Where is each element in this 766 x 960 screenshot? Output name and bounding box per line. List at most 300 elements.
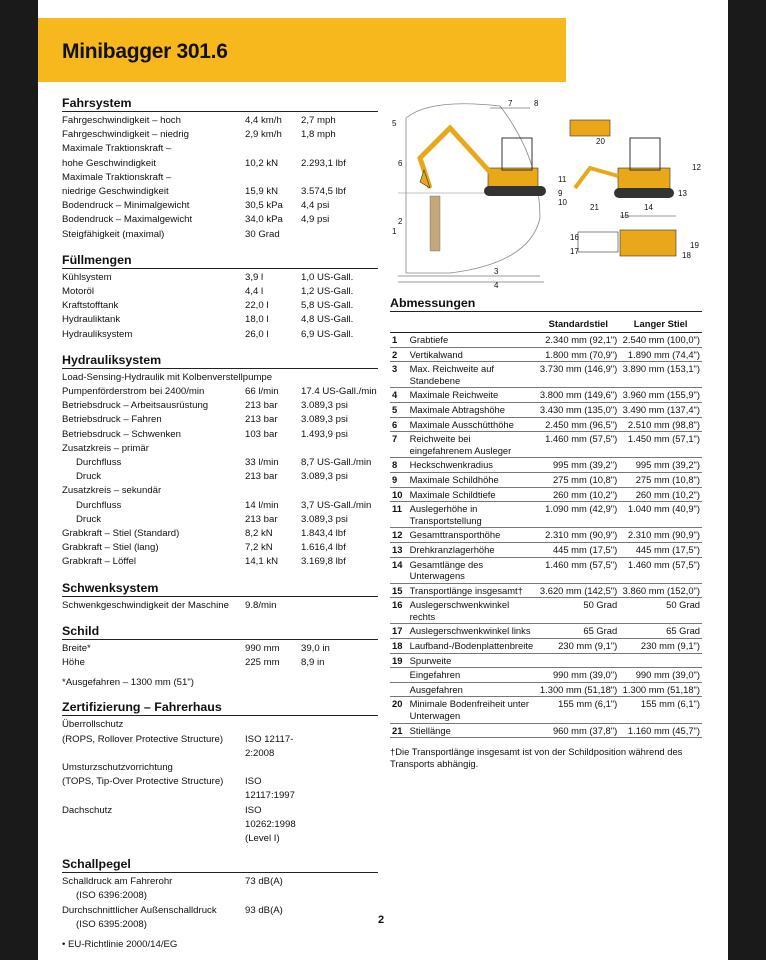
row-number: 11 bbox=[390, 502, 408, 528]
value-standard: 1.090 mm (42,9") bbox=[537, 502, 619, 528]
value-standard: 995 mm (39,2") bbox=[537, 458, 619, 473]
value-lang: 50 Grad bbox=[619, 598, 702, 624]
spec-rows bbox=[62, 875, 378, 932]
spec-value-imperial: 3.089,3 psi bbox=[301, 471, 348, 483]
callout-3: 3 bbox=[494, 267, 499, 276]
spec-value-metric: 10,2 kN bbox=[245, 157, 279, 169]
section-title: Abmessungen bbox=[390, 296, 702, 312]
spec-row bbox=[62, 918, 378, 932]
schall-note: • EU-Richtlinie 2000/14/EG bbox=[62, 938, 178, 950]
spec-row bbox=[62, 185, 378, 199]
spec-label: Druck bbox=[76, 513, 102, 525]
spec-row bbox=[62, 555, 378, 569]
spec-value-imperial bbox=[301, 918, 378, 932]
row-number: 1 bbox=[390, 333, 408, 348]
row-label: Stiellänge bbox=[408, 723, 538, 738]
table-row bbox=[390, 598, 702, 624]
value-lang bbox=[619, 653, 702, 668]
value-lang: 275 mm (10,8") bbox=[619, 472, 702, 487]
spec-value-metric: ISO 12117:1997 bbox=[245, 776, 295, 802]
table-row bbox=[390, 624, 702, 639]
spec-row bbox=[62, 299, 378, 313]
spec-row bbox=[62, 271, 378, 285]
spec-row bbox=[62, 157, 378, 171]
spec-row bbox=[62, 804, 378, 847]
table-row bbox=[390, 333, 702, 348]
spec-label: Betriebsdruck – Arbeitsausrüstung bbox=[62, 400, 209, 412]
spec-label: Fahrgeschwindigkeit – hoch bbox=[62, 115, 181, 126]
callout-17: 17 bbox=[570, 247, 579, 256]
spec-row bbox=[62, 442, 378, 456]
row-number: 8 bbox=[390, 458, 408, 473]
table-row bbox=[390, 347, 702, 362]
spec-row bbox=[62, 527, 378, 541]
table-row bbox=[390, 697, 702, 723]
section-schallpegel bbox=[62, 857, 378, 951]
spec-value-imperial: 3.169,8 lbf bbox=[301, 556, 346, 568]
section-title: Schallpegel bbox=[62, 857, 378, 873]
spec-row bbox=[62, 733, 378, 761]
dimension-diagram bbox=[390, 98, 708, 288]
table-row bbox=[390, 682, 702, 697]
value-lang: 1.300 mm (51,18") bbox=[619, 682, 702, 697]
table-row bbox=[390, 542, 702, 557]
value-lang: 3.890 mm (153,1") bbox=[619, 362, 702, 388]
spec-label: Betriebsdruck – Fahren bbox=[62, 414, 162, 426]
spec-row bbox=[62, 761, 378, 775]
section-fahrsystem bbox=[62, 96, 378, 242]
spec-value-metric: 225 mm bbox=[245, 657, 280, 669]
spec-label: Betriebsdruck – Schwenken bbox=[62, 428, 181, 440]
dimensions-body bbox=[390, 333, 702, 738]
callout-2: 2 bbox=[398, 217, 403, 226]
row-label: Maximale Schildtiefe bbox=[408, 487, 538, 502]
boom-arm bbox=[420, 128, 490, 188]
spec-row bbox=[62, 718, 378, 732]
spec-value-metric: 4,4 l bbox=[245, 286, 264, 298]
spec-value-metric bbox=[245, 918, 301, 932]
spec-value-metric bbox=[245, 718, 301, 732]
spec-label: (ISO 6395:2008) bbox=[76, 918, 147, 930]
spec-value-imperial bbox=[301, 733, 378, 761]
table-row bbox=[390, 723, 702, 738]
row-number: 16 bbox=[390, 598, 408, 624]
row-label: Vertikalwand bbox=[408, 347, 538, 362]
value-standard: 65 Grad bbox=[537, 624, 619, 639]
spec-row bbox=[62, 875, 378, 889]
spec-label: Durchschnittlicher Außenschalldruck bbox=[62, 904, 217, 916]
spec-label: (ISO 6396:2008) bbox=[76, 890, 147, 902]
spec-value-imperial: 2.293,1 lbf bbox=[301, 157, 346, 169]
value-standard: 2.450 mm (96,5") bbox=[537, 417, 619, 432]
spec-label: Breite* bbox=[62, 642, 91, 654]
value-standard: 990 mm (39,0") bbox=[537, 668, 619, 683]
callout-9: 9 bbox=[558, 189, 563, 198]
spec-row bbox=[62, 642, 378, 656]
value-standard bbox=[537, 653, 619, 668]
section-title: Fahrsystem bbox=[62, 96, 378, 112]
value-lang: 2.310 mm (90,9") bbox=[619, 528, 702, 543]
spec-rows bbox=[62, 642, 378, 670]
value-standard: 3.620 mm (142,5") bbox=[537, 583, 619, 598]
row-number: 2 bbox=[390, 347, 408, 362]
callout-15: 15 bbox=[620, 211, 629, 220]
spec-value-metric: 18,0 l bbox=[245, 314, 269, 326]
spec-value-imperial: 8,7 US-Gall./min bbox=[301, 457, 372, 469]
spec-row bbox=[62, 114, 378, 128]
spec-value-metric bbox=[245, 142, 301, 156]
value-standard: 3.430 mm (135,0") bbox=[537, 402, 619, 417]
row-number: 5 bbox=[390, 402, 408, 417]
spec-value-metric bbox=[245, 171, 301, 185]
row-number: 20 bbox=[390, 697, 408, 723]
side-view-boom bbox=[575, 168, 618, 188]
row-number: 6 bbox=[390, 417, 408, 432]
spec-label: Steigfähigkeit (maximal) bbox=[62, 228, 165, 240]
spec-value-metric: 213 bar bbox=[245, 513, 278, 525]
spec-label: Hydrauliksystem bbox=[62, 328, 133, 340]
value-lang: 1.160 mm (45,7") bbox=[619, 723, 702, 738]
excavator-drawing bbox=[390, 98, 708, 288]
value-lang: 990 mm (39,0") bbox=[619, 668, 702, 683]
spec-row bbox=[62, 328, 378, 342]
spec-label: Hydrauliktank bbox=[62, 314, 121, 326]
callout-1: 1 bbox=[392, 227, 397, 236]
value-lang: 445 mm (17,5") bbox=[619, 542, 702, 557]
spec-row bbox=[62, 541, 378, 555]
table-row bbox=[390, 557, 702, 583]
spec-value-metric: 33 l/min bbox=[245, 457, 279, 469]
value-lang: 260 mm (10,2") bbox=[619, 487, 702, 502]
row-label: Auslegerschwenkwinkel links bbox=[408, 624, 538, 639]
spec-label: niedrige Geschwindigkeit bbox=[62, 186, 169, 198]
spec-label: Kraftstofftank bbox=[62, 300, 119, 312]
schild-note: *Ausgefahren – 1300 mm (51") bbox=[62, 677, 194, 689]
spec-value-imperial: 1,0 US-Gall. bbox=[301, 271, 354, 283]
value-standard: 445 mm (17,5") bbox=[537, 542, 619, 557]
spec-row bbox=[62, 428, 378, 442]
table-row bbox=[390, 458, 702, 473]
spec-value-metric: 103 bar bbox=[245, 428, 278, 440]
spec-value-imperial bbox=[301, 599, 378, 613]
spec-label: Kühlsystem bbox=[62, 271, 112, 283]
left-column bbox=[62, 96, 378, 960]
row-number: 9 bbox=[390, 472, 408, 487]
spec-label: Druck bbox=[76, 471, 102, 483]
row-label: Ausgefahren bbox=[408, 682, 538, 697]
side-view-track bbox=[614, 188, 674, 198]
spec-rows bbox=[62, 599, 378, 613]
value-lang: 230 mm (9,1") bbox=[619, 639, 702, 654]
dimensions-table bbox=[390, 314, 702, 738]
callout-5: 5 bbox=[392, 119, 397, 128]
value-standard: 2.310 mm (90,9") bbox=[537, 528, 619, 543]
table-header-row bbox=[390, 314, 702, 333]
section-title: Zertifizierung – Fahrerhaus bbox=[62, 700, 378, 716]
spec-value-imperial: 4,4 psi bbox=[301, 200, 330, 212]
row-number: 15 bbox=[390, 583, 408, 598]
spec-label: Umsturzschutzvorrichtung bbox=[62, 761, 173, 773]
row-label: Grabtiefe bbox=[408, 333, 538, 348]
spec-value-metric: 15,9 kN bbox=[245, 186, 279, 198]
spec-page bbox=[38, 0, 728, 960]
spec-label: Bodendruck – Maximalgewicht bbox=[62, 214, 193, 226]
spec-value-metric: 14 l/min bbox=[245, 499, 279, 511]
row-label: Spurweite bbox=[408, 653, 538, 668]
spec-value-metric bbox=[245, 761, 301, 775]
top-view-arm bbox=[578, 232, 618, 252]
row-label: Heckschwenkradius bbox=[408, 458, 538, 473]
value-standard: 1.460 mm (57,5") bbox=[537, 432, 619, 458]
spec-value-metric: 3,9 l bbox=[245, 271, 264, 283]
dig-wall bbox=[430, 196, 440, 251]
table-row bbox=[390, 388, 702, 403]
spec-row bbox=[62, 228, 378, 242]
table-row bbox=[390, 583, 702, 598]
table-row bbox=[390, 417, 702, 432]
spec-value-metric: ISO 12117-2:2008 bbox=[245, 733, 294, 759]
spec-label: Schalldruck am Fahrerohr bbox=[62, 876, 173, 888]
spec-value-metric: 990 mm bbox=[245, 642, 280, 654]
section-schild bbox=[62, 624, 378, 689]
spec-label: hohe Geschwindigkeit bbox=[62, 157, 156, 169]
value-lang: 3.860 mm (152,0") bbox=[619, 583, 702, 598]
spec-row bbox=[62, 499, 378, 513]
spec-row bbox=[62, 484, 378, 498]
value-standard: 3.730 mm (146,9") bbox=[537, 362, 619, 388]
spec-value-imperial: 3.574,5 lbf bbox=[301, 186, 346, 198]
row-label: Gesamtlänge des Unterwagens bbox=[408, 557, 538, 583]
spec-row bbox=[62, 371, 378, 385]
value-lang: 3.490 mm (137,4") bbox=[619, 402, 702, 417]
row-number: 4 bbox=[390, 388, 408, 403]
spec-row bbox=[62, 889, 378, 903]
spec-row bbox=[62, 904, 378, 918]
callout-7: 7 bbox=[508, 99, 513, 108]
spec-row bbox=[62, 171, 378, 185]
spec-value-metric: 2,9 km/h bbox=[245, 129, 282, 141]
section-schwenk bbox=[62, 581, 378, 613]
callout-19: 19 bbox=[690, 241, 699, 250]
spec-value-metric bbox=[245, 484, 301, 498]
spec-value-imperial: 3.089,3 psi bbox=[301, 400, 348, 412]
value-lang: 65 Grad bbox=[619, 624, 702, 639]
spec-value-imperial: 1,8 mph bbox=[301, 129, 336, 141]
row-number: 12 bbox=[390, 528, 408, 543]
spec-value-imperial bbox=[301, 171, 378, 185]
column-header-standard: Standardstiel bbox=[537, 314, 619, 333]
value-standard: 3.800 mm (149,6") bbox=[537, 388, 619, 403]
row-label: Maximale Ausschütthöhe bbox=[408, 417, 538, 432]
value-lang: 1.450 mm (57,1") bbox=[619, 432, 702, 458]
spec-label: Grabkraft – Löffel bbox=[62, 556, 136, 568]
value-standard: 1.460 mm (57,5") bbox=[537, 557, 619, 583]
callout-4: 4 bbox=[494, 281, 499, 288]
spec-label: Maximale Traktionskraft – bbox=[62, 143, 172, 155]
spec-value-imperial: 4,9 psi bbox=[301, 214, 330, 226]
spec-label: Motoröl bbox=[62, 286, 94, 298]
spec-value-metric: 213 bar bbox=[245, 400, 278, 412]
spec-rows bbox=[62, 385, 378, 570]
page-title: Minibagger 301.6 bbox=[62, 40, 228, 63]
value-lang: 995 mm (39,2") bbox=[619, 458, 702, 473]
spec-row bbox=[62, 385, 378, 399]
row-number: 10 bbox=[390, 487, 408, 502]
table-row bbox=[390, 472, 702, 487]
spec-row bbox=[62, 599, 378, 613]
row-number: 21 bbox=[390, 723, 408, 738]
table-row bbox=[390, 639, 702, 654]
value-standard: 230 mm (9,1") bbox=[537, 639, 619, 654]
spec-row bbox=[62, 128, 378, 142]
spec-value-metric: 14,1 kN bbox=[245, 556, 279, 568]
value-lang: 1.890 mm (74,4") bbox=[619, 347, 702, 362]
value-standard: 2.340 mm (92,1") bbox=[537, 333, 619, 348]
spec-value-imperial: 1.843,4 lbf bbox=[301, 528, 346, 540]
row-label: Max. Reichweite auf Standebene bbox=[408, 362, 538, 388]
spec-value-imperial: 6,9 US-Gall. bbox=[301, 328, 354, 340]
callout-20: 20 bbox=[596, 137, 605, 146]
value-standard: 260 mm (10,2") bbox=[537, 487, 619, 502]
value-standard: 960 mm (37,8") bbox=[537, 723, 619, 738]
callout-13: 13 bbox=[678, 189, 687, 198]
section-fuellmengen bbox=[62, 253, 378, 342]
spec-value-metric bbox=[245, 442, 301, 456]
spec-value-metric: 7,2 kN bbox=[245, 542, 273, 554]
spec-value-imperial: 17.4 US-Gall./min bbox=[301, 386, 377, 398]
spec-value-imperial bbox=[301, 775, 378, 803]
table-header-blank bbox=[390, 314, 537, 333]
spec-value-metric: 9.8/min bbox=[245, 599, 277, 611]
spec-value-metric: 34,0 kPa bbox=[245, 214, 283, 226]
callout-16: 16 bbox=[570, 233, 579, 242]
row-number bbox=[390, 682, 408, 697]
spec-rows bbox=[62, 718, 378, 846]
spec-value-metric bbox=[245, 889, 301, 903]
value-standard: 50 Grad bbox=[537, 598, 619, 624]
row-label: Drehkranzlagerhöhe bbox=[408, 542, 538, 557]
spec-row bbox=[62, 456, 378, 470]
spec-value-imperial: 4,8 US-Gall. bbox=[301, 314, 354, 326]
title-banner bbox=[38, 18, 566, 82]
value-lang: 155 mm (6,1") bbox=[619, 697, 702, 723]
spec-value-imperial: 1,2 US-Gall. bbox=[301, 286, 354, 298]
spec-row bbox=[62, 213, 378, 227]
spec-value-imperial bbox=[301, 904, 378, 918]
spec-value-imperial bbox=[301, 718, 378, 732]
section-hydraulik bbox=[62, 353, 378, 570]
value-standard: 155 mm (6,1") bbox=[537, 697, 619, 723]
spec-label: Fahrgeschwindigkeit – niedrig bbox=[62, 129, 189, 141]
row-label: Eingefahren bbox=[408, 668, 538, 683]
row-number: 18 bbox=[390, 639, 408, 654]
row-label: Laufband-/Bodenplattenbreite bbox=[408, 639, 538, 654]
spec-label: Grabkraft – Stiel (lang) bbox=[62, 542, 159, 554]
spec-label: (TOPS, Tip-Over Protective Structure) bbox=[62, 776, 224, 788]
row-label: Maximale Abtragshöhe bbox=[408, 402, 538, 417]
page-number: 2 bbox=[378, 914, 385, 926]
table-row bbox=[390, 487, 702, 502]
spec-label: Schwenkgeschwindigkeit der Maschine bbox=[62, 599, 229, 611]
section-title: Hydrauliksystem bbox=[62, 353, 378, 369]
spec-value-imperial bbox=[301, 142, 378, 156]
spec-label: Grabkraft – Stiel (Standard) bbox=[62, 528, 180, 540]
spec-label: Pumpenförderstrom bei 2400/min bbox=[62, 386, 205, 398]
value-lang: 2.510 mm (98,8") bbox=[619, 417, 702, 432]
table-row bbox=[390, 528, 702, 543]
spec-value-metric: 30,5 kPa bbox=[245, 200, 283, 212]
column-header-lang: Langer Stiel bbox=[619, 314, 702, 333]
table-row bbox=[390, 668, 702, 683]
top-view-bottom bbox=[620, 230, 676, 256]
spec-value-imperial: 2,7 mph bbox=[301, 115, 336, 126]
value-lang: 2.540 mm (100,0") bbox=[619, 333, 702, 348]
spec-value-imperial: 1.616,4 lbf bbox=[301, 542, 346, 554]
value-lang: 3.960 mm (155,9") bbox=[619, 388, 702, 403]
value-standard: 275 mm (10,8") bbox=[537, 472, 619, 487]
row-label: Auslegerschwenkwinkel rechts bbox=[408, 598, 538, 624]
value-lang: 1.040 mm (40,9") bbox=[619, 502, 702, 528]
spec-value-imperial bbox=[301, 889, 378, 903]
spec-value-metric: 8,2 kN bbox=[245, 528, 273, 540]
spec-value-imperial bbox=[301, 875, 378, 889]
spec-value-metric: 22,0 l bbox=[245, 300, 269, 312]
table-row bbox=[390, 432, 702, 458]
spec-label: Durchfluss bbox=[76, 457, 122, 469]
spec-row bbox=[62, 470, 378, 484]
callout-21: 21 bbox=[590, 203, 599, 212]
spec-label: Maximale Traktionskraft – bbox=[62, 171, 172, 183]
callout-12: 12 bbox=[692, 163, 701, 172]
right-column bbox=[390, 296, 702, 770]
row-number: 7 bbox=[390, 432, 408, 458]
row-number bbox=[390, 668, 408, 683]
spec-row bbox=[62, 656, 378, 670]
spec-value-metric: 73 dB(A) bbox=[245, 876, 283, 888]
spec-row bbox=[62, 513, 378, 527]
spec-value-imperial: 5,8 US-Gall. bbox=[301, 300, 354, 312]
callout-18: 18 bbox=[682, 251, 691, 260]
spec-label: Höhe bbox=[62, 657, 85, 669]
table-row bbox=[390, 402, 702, 417]
spec-value-metric: 66 l/min bbox=[245, 386, 279, 398]
spec-label: Load-Sensing-Hydraulik mit Kolbenverstellpumpe bbox=[62, 371, 273, 383]
spec-value-imperial bbox=[301, 228, 378, 242]
row-label: Reichweite bei eingefahrenem Ausleger bbox=[408, 432, 538, 458]
spec-value-metric: 93 dB(A) bbox=[245, 904, 283, 916]
spec-row bbox=[62, 285, 378, 299]
top-view-machine bbox=[570, 120, 610, 136]
spec-row bbox=[62, 775, 378, 803]
spec-value-imperial bbox=[301, 761, 378, 775]
spec-value-metric: 213 bar bbox=[245, 471, 278, 483]
row-number: 13 bbox=[390, 542, 408, 557]
callout-10: 10 bbox=[558, 198, 567, 207]
spec-rows bbox=[62, 114, 378, 242]
row-number: 14 bbox=[390, 557, 408, 583]
track bbox=[484, 186, 546, 196]
spec-value-imperial bbox=[301, 442, 378, 456]
spec-value-metric: 213 bar bbox=[245, 414, 278, 426]
row-number: 19 bbox=[390, 653, 408, 668]
value-lang: 1.460 mm (57,5") bbox=[619, 557, 702, 583]
spec-value-imperial: 1.493,9 psi bbox=[301, 428, 348, 440]
spec-value-imperial bbox=[301, 804, 378, 847]
row-number: 17 bbox=[390, 624, 408, 639]
spec-value-metric: 4,4 km/h bbox=[245, 115, 282, 126]
side-view-cab bbox=[630, 138, 660, 170]
table-row bbox=[390, 362, 702, 388]
